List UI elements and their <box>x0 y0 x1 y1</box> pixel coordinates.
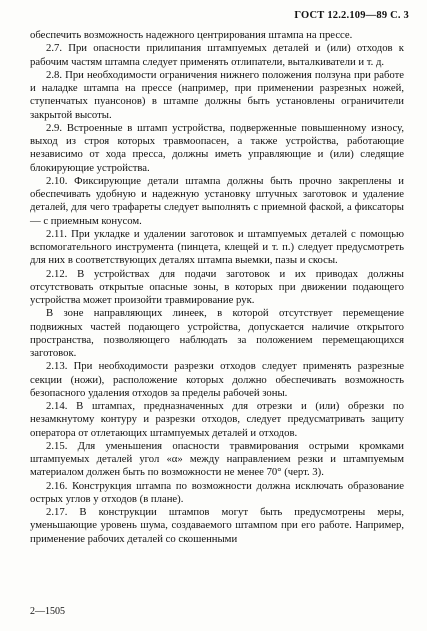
document-body <box>30 29 404 546</box>
paragraph-2-13: 2.13. При необходимости разрезки отходов следует применять разрезные секции (ножи), расположение которых должно обеспечивать возможность безопасного удаления отходов за пределы рабочей зоны. <box>30 360 404 399</box>
paragraph-2-10: 2.10. Фиксирующие детали штампа должны быть прочно закреплены и обеспечивать удобную и надежную установку штучных заготовок и удаление деталей, для чего трафареты следует выполнять с приемной фаской, а фиксаторы — с приемным конусом. <box>30 174 404 227</box>
running-head: ГОСТ 12.2.109—89 С. 3 <box>294 10 409 21</box>
paragraph-2-8: 2.8. При необходимости ограничения нижнего положения ползуна при работе и наладке штампа на прессе (например, при применении разрезных ножей, ступенчатых пуансонов) в штампе должны быть установлены ограничители закрытой высоты. <box>30 68 404 121</box>
signature-mark: 2—1505 <box>30 606 65 617</box>
paragraph-2-12: 2.12. В устройствах для подачи заготовок и их приводах должны отсутствовать открытые опасные зоны, в которых при движении подающего устройства может произойти травмирование рук. <box>30 267 404 306</box>
paragraph-2-16: 2.16. Конструкция штампа по возможности должна исключать образование острых углов у отходов (в плане). <box>30 479 404 505</box>
paragraph-2-15: 2.15. Для уменьшения опасности травмирования острыми кромками штампуемых деталей угол «α» между направлением резки и штампуемым материалом должен быть по возможности не менее 70° (черт. 3). <box>30 439 404 479</box>
paragraph-2-7: 2.7. При опасности прилипания штампуемых деталей и (или) отходов к рабочим частям штампа следует применять отлипатели, выталкиватели и т. д. <box>30 42 404 68</box>
paragraph-2-11: 2.11. При укладке и удалении заготовок и штампуемых деталей с помощью вспомогательного инструмента (пинцета, клещей и т. п.) следует предусмотреть для них в соответствующих деталях штампа выемки, пазы и скосы. <box>30 227 404 267</box>
paragraph-2-14: 2.14. В штампах, предназначенных для отрезки и (или) обрезки по незамкнутому контуру и разрезки отходов, следует предусматривать защиту оператора от отлетающих штампуемых деталей и отходов. <box>30 400 404 439</box>
paragraph-continuation: обеспечить возможность надежного центрирования штампа на прессе. <box>30 29 353 41</box>
paragraph-2-17: 2.17. В конструкции штампов могут быть предусмотрены меры, уменьшающие уровень шума, создаваемого штампом при его работе. Например, применение рабочих деталей со скошенными <box>30 506 404 545</box>
paragraph-2-12-guide-zone: В зоне направляющих линеек, в которой отсутствует перемещение подвижных частей подающего устройства, допускается наличие открытого пространства, позволяющего наблюдать за положением перемещающихся заготовок. <box>30 307 404 359</box>
paragraph-2-9: 2.9. Встроенные в штамп устройства, подверженные повышенному износу, выход из строя которых травмоопасен, а также устройства, работающие независимо от хода пресса, должны иметь управляющие и (или) следящие блокирующие устройства. <box>30 121 404 174</box>
